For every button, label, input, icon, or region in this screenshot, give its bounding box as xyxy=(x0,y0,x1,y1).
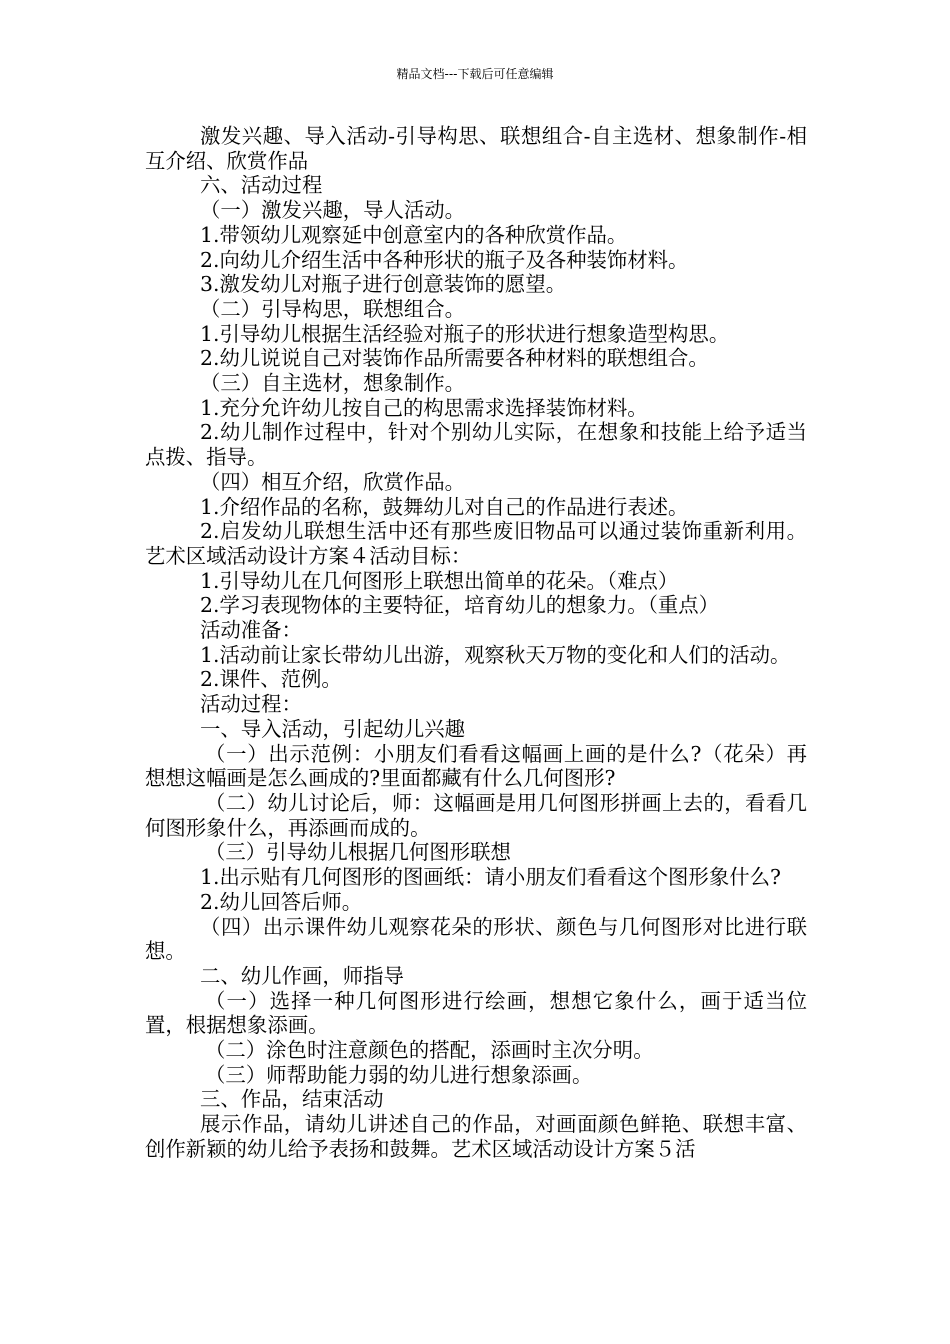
section-heading: 三、作品，结束活动 xyxy=(200,1087,384,1112)
paragraph: 2.幼儿制作过程中，针对个别幼儿实际，在想象和技能上给予适当点拨、指导。 xyxy=(145,420,807,470)
section-heading: 二、幼儿作画，师指导 xyxy=(200,963,404,988)
paragraph: （二）涂色时注意颜色的搭配，添画时主次分明。 xyxy=(205,1038,654,1063)
paragraph: 2.幼儿说说自己对装饰作品所需要各种材料的联想组合。 xyxy=(200,346,709,371)
paragraph: 2.启发幼儿联想生活中还有那些废旧物品可以通过装饰重新利用。艺术区域活动设计方案４活动目标： xyxy=(145,519,807,568)
paragraph: 1.介绍作品的名称，鼓舞幼儿对自己的作品进行表述。 xyxy=(200,494,689,519)
subsection-heading: （三）引导幼儿根据几何图形联想 xyxy=(205,840,511,865)
paragraph: 2.幼儿回答后师。 xyxy=(200,889,363,914)
subsection-heading: （四）相互介绍，欣赏作品。 xyxy=(200,469,466,494)
paragraph: 1.活动前让家长带幼儿出游，观察秋天万物的变化和人们的活动。 xyxy=(200,642,791,667)
page-header: 精品文档---下载后可任意编辑 xyxy=(396,67,554,81)
subsection-heading: （一）激发兴趣，导人活动。 xyxy=(200,198,466,223)
paragraph: （四）出示课件幼儿观察花朵的形状、颜色与几何图形对比进行联想。 xyxy=(145,914,807,964)
paragraph: 2.向幼儿介绍生活中各种形状的瓶子及各种装饰材料。 xyxy=(200,247,689,272)
paragraph: 1.带领幼儿观察延中创意室内的各种欣赏作品。 xyxy=(200,222,628,247)
paragraph: 展示作品，请幼儿讲述自己的作品，对画面颜色鲜艳、联想丰富、创作新颖的幼儿给予表扬和鼓舞。艺术区域活动设计方案５活 xyxy=(145,1112,807,1161)
paragraph: 2.学习表现物体的主要特征，培育幼儿的想象力。（重点） xyxy=(200,593,720,618)
section-heading: 六、活动过程 xyxy=(200,173,323,198)
subsection-heading: （三）自主选材，想象制作。 xyxy=(200,371,466,396)
paragraph: 2.课件、范例。 xyxy=(200,667,342,692)
paragraph: （一）出示范例：小朋友们看看这幅画上画的是什么?（花朵）再想想这幅画是怎么画成的?里面都藏有什么几何图形? xyxy=(145,741,807,791)
subsection-heading: （二）引导构思，联想组合。 xyxy=(200,296,466,321)
paragraph: 1.出示贴有几何图形的图画纸：请小朋友们看看这个图形象什么? xyxy=(200,865,781,890)
paragraph: （三）师帮助能力弱的幼儿进行想象添画。 xyxy=(205,1062,593,1087)
section-heading: 活动准备： xyxy=(200,618,302,643)
paragraph: 激发兴趣、导入活动-引导构思、联想组合-自主选材、想象制作-相互介绍、欣赏作品 xyxy=(145,124,807,173)
paragraph: （二）幼儿讨论后，师：这幅画是用几何图形拼画上去的，看看几何图形象什么，再添画而成的。 xyxy=(145,790,807,840)
document-body xyxy=(145,124,807,1162)
paragraph: 3.激发幼儿对瓶子进行创意装饰的愿望。 xyxy=(200,272,567,297)
section-heading: 一、导入活动，引起幼儿兴趣 xyxy=(200,716,466,741)
paragraph: 1.引导幼儿根据生活经验对瓶子的形状进行想象造型构思。 xyxy=(200,321,730,346)
section-heading: 活动过程： xyxy=(200,692,302,717)
paragraph: 1.引导幼儿在几何图形上联想出简单的花朵。（难点） xyxy=(200,568,679,593)
paragraph: （一）选择一种几何图形进行绘画，想想它象什么，画于适当位置，根据想象添画。 xyxy=(145,988,807,1038)
paragraph: 1.充分允许幼儿按自己的构思需求选择装饰材料。 xyxy=(200,395,648,420)
